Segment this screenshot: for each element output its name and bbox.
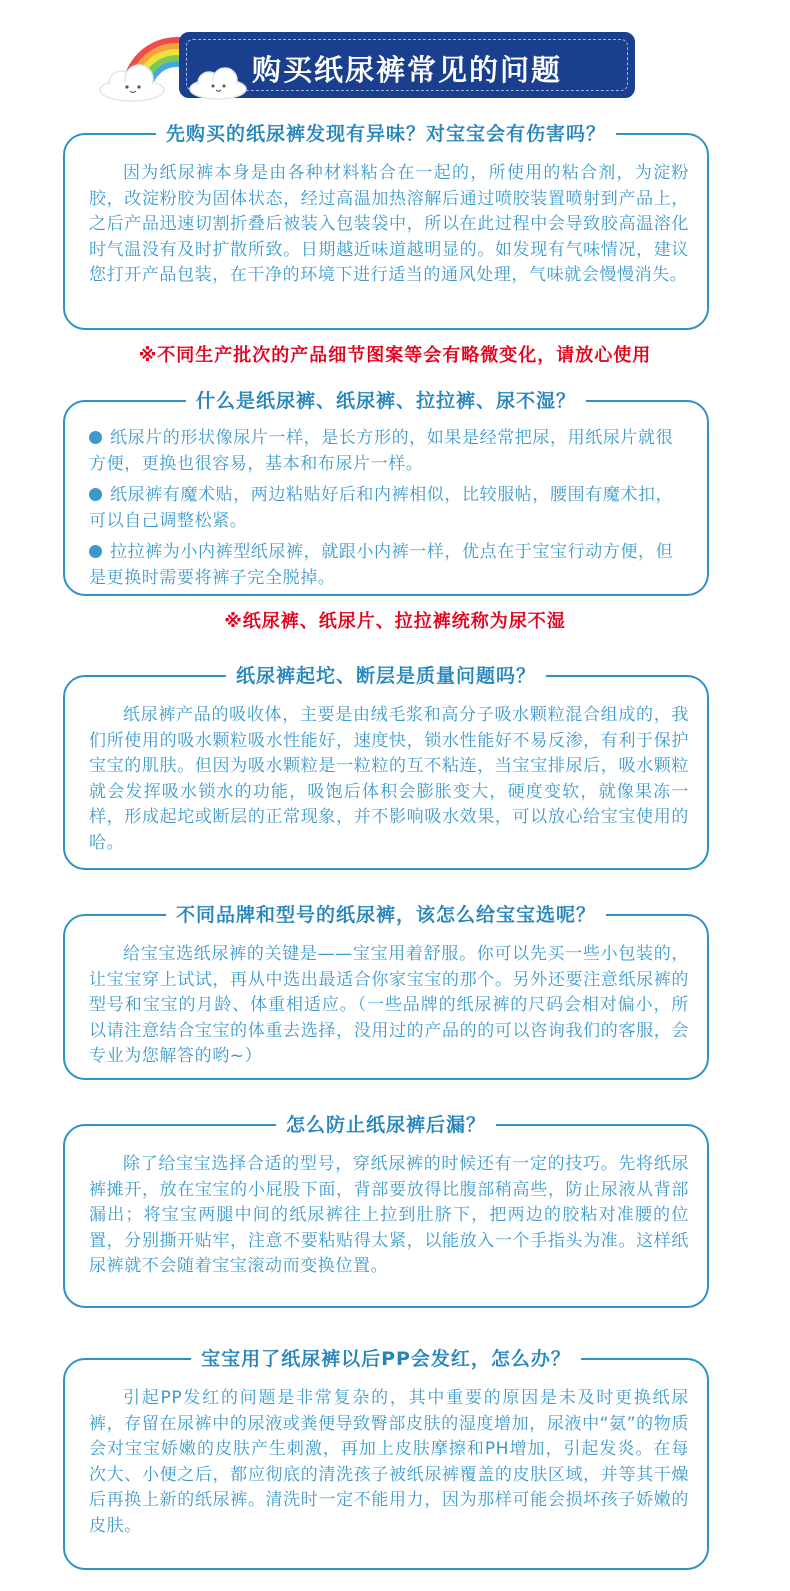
section-body: 纸尿裤产品的吸收体，主要是由绒毛浆和高分子吸水颗粒混合组成的，我们所使用的吸水颗粒吸水性能好，速度快，锁水性能好不易反渗，有利于保护宝宝的肌肤。但因为吸水颗粒是一粒粒的互不粘连，当宝宝排尿后，吸水颗粒就会发挥吸水锁水的功能，吸饱后体积会膨胀变大，硬度变软，就像果冻一样，形成起坨或断层的正常现象，并不影响吸水效果，可以放心给宝宝使用的哈。	[89, 705, 689, 853]
list-item: 拉拉裤为小内裤型纸尿裤，就跟小内裤一样，优点在于宝宝行动方便，但是更换时需要将裤子完全脱掉。	[89, 542, 674, 588]
faq-section-types	[63, 390, 709, 596]
faq-section-leak-prevention	[63, 1114, 709, 1308]
list-item: 纸尿裤有魔术贴，两边粘贴好后和内裤相似，比较服帖，腰围有魔术扣，可以自己调整松紧。	[89, 485, 674, 531]
section-body: 引起PP发红的问题是非常复杂的，其中重要的原因是未及时更换纸尿裤，存留在尿裤中的尿液或粪便导致臀部皮肤的湿度增加，尿液中“氨”的物质会对宝宝娇嫩的皮肤产生刺激，再加上皮肤摩擦和PH增加，引起发炎。在每次大、小便之后，都应彻底的清洗孩子被纸尿裤覆盖的皮肤区域，并等其干燥后再换上新的纸尿裤。清洗时一定不能用力，因为那样可能会损坏孩子娇嫩的皮肤。	[89, 1388, 689, 1536]
cloud-icon	[97, 64, 167, 102]
bullet-icon	[89, 431, 102, 444]
page-header	[95, 28, 640, 104]
section-title: 宝宝用了纸尿裤以后PP会发红，怎么办？	[191, 1344, 581, 1371]
section-title: 怎么防止纸尿裤后漏？	[276, 1110, 496, 1137]
section-body: 除了给宝宝选择合适的型号，穿纸尿裤的时候还有一定的技巧。先将纸尿裤摊开，放在宝宝的小屁股下面，背部要放得比腹部稍高些，防止尿液从背部漏出；将宝宝两腿中间的纸尿裤往上拉到肚脐下，把两边的胶粘对准腰的位置，分别撕开贴牢，注意不要粘贴得太紧，以能放入一个手指头为准。这样纸尿裤就不会随着宝宝滚动而变换位置。	[89, 1154, 689, 1276]
bullet-icon	[89, 488, 102, 501]
section-title: 先购买的纸尿裤发现有异味？对宝宝会有伤害吗？	[156, 119, 616, 146]
faq-section-odor	[63, 123, 709, 330]
page-title: 购买纸尿裤常见的问题	[251, 53, 562, 87]
section-body: 给宝宝选纸尿裤的关键是——宝宝用着舒服。你可以先买一些小包装的，让宝宝穿上试试，再从中选出最适合你家宝宝的那个。另外还要注意纸尿裤的型号和宝宝的月龄、体重相适应。（一些品牌的纸尿裤的尺码会相对偏小，所以请注意结合宝宝的体重去选择，没用过的产品的的可以咨询我们的客服，会专业为您解答的哟~）	[89, 944, 689, 1066]
section-body: 因为纸尿裤本身是由各种材料粘合在一起的，所使用的粘合剂，为淀粉胶，改淀粉胶为固体状态，经过高温加热溶解后通过喷胶装置喷射到产品上，之后产品迅速切割折叠后被装入包装袋中，所以在此过程中会导致胶高温溶化时气温没有及时扩散所致。日期越近味道越明显的。如发现有气味情况，建议您打开产品包装，在干净的环境下进行适当的通风处理，气味就会慢慢消失。	[89, 163, 689, 285]
batch-variation-note: ※不同生产批次的产品细节图案等会有略微变化，请放心使用	[138, 345, 652, 366]
section-title: 纸尿裤起坨、断层是质量问题吗？	[226, 661, 546, 688]
naming-note: ※纸尿裤、纸尿片、拉拉裤统称为尿不湿	[224, 611, 566, 632]
faq-section-diaper-rash	[63, 1348, 709, 1570]
faq-section-choosing	[63, 904, 709, 1080]
cloud-icon	[187, 66, 249, 100]
section-title: 不同品牌和型号的纸尿裤，该怎么给宝宝选呢？	[166, 900, 606, 927]
bullet-icon	[89, 545, 102, 558]
faq-section-clumping	[63, 665, 709, 870]
list-item: 纸尿片的形状像尿片一样，是长方形的，如果是经常把尿，用纸尿片就很方便，更换也很容易，基本和布尿片一样。	[89, 428, 674, 474]
section-title: 什么是纸尿裤、纸尿裤、拉拉裤、尿不湿？	[186, 386, 586, 413]
